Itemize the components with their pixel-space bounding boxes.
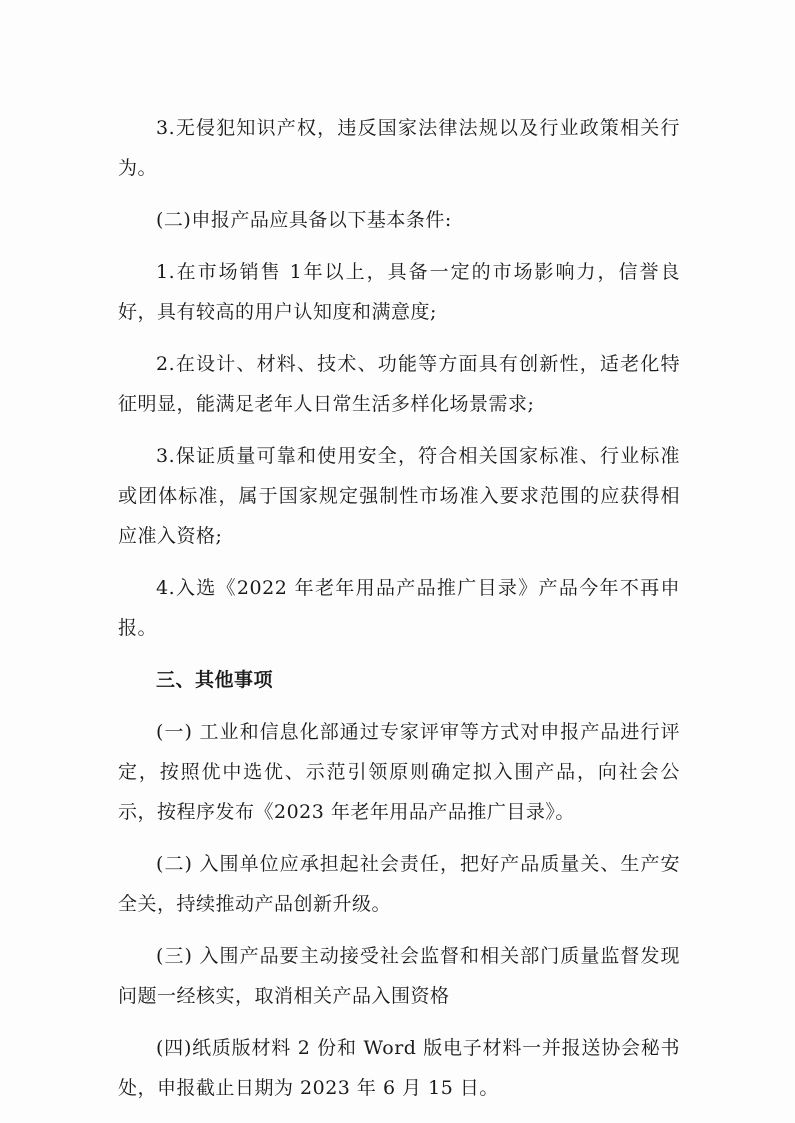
paragraph-other-matter-2: (二) 入围单位应承担起社会责任，把好产品质量关、生产安全关，持续推动产品创新升级。 [118, 853, 680, 915]
paragraph-basic-condition-3: 3.保证质量可靠和使用安全，符合相关国家标准、行业标准或团体标准，属于国家规定强制性市场准入要求范围的应获得相应准入资格; [118, 445, 680, 547]
paragraph-other-matter-1: (一) 工业和信息化部通过专家评审等方式对申报产品进行评定，按照优中选优、示范引领原则确定拟入围产品，向社会公示，按程序发布《2023 年老年用品产品推广目录》。 [118, 721, 680, 823]
paragraph-basic-condition-4: 4.入选《2022 年老年用品产品推广目录》产品今年不再申报。 [118, 577, 680, 639]
paragraph-basic-condition-2: 2.在设计、材料、技术、功能等方面具有创新性，适老化特征明显，能满足老年人日常生活多样化场景需求; [118, 353, 680, 415]
paragraph-basic-conditions-title: (二)申报产品应具备以下基本条件: [156, 209, 452, 231]
section-heading-other-matters: 三、其他事项 [156, 669, 274, 691]
paragraph-basic-condition-1: 1.在市场销售 1年以上，具备一定的市场影响力，信誉良好，具有较高的用户认知度和满意度; [118, 261, 680, 323]
paragraph-condition-3: 3.无侵犯知识产权，违反国家法律法规以及行业政策相关行为。 [118, 117, 680, 179]
paragraph-other-matter-4: (四)纸质版材料 2 份和 Word 版电子材料一并报送协会秘书处，申报截止日期为 2023 年 6 月 15 日。 [118, 1037, 680, 1099]
document-body [118, 108, 680, 1108]
paragraph-other-matter-3: (三) 入围产品要主动接受社会监督和相关部门质量监督发现问题一经核实，取消相关产品入围资格 [118, 945, 680, 1007]
